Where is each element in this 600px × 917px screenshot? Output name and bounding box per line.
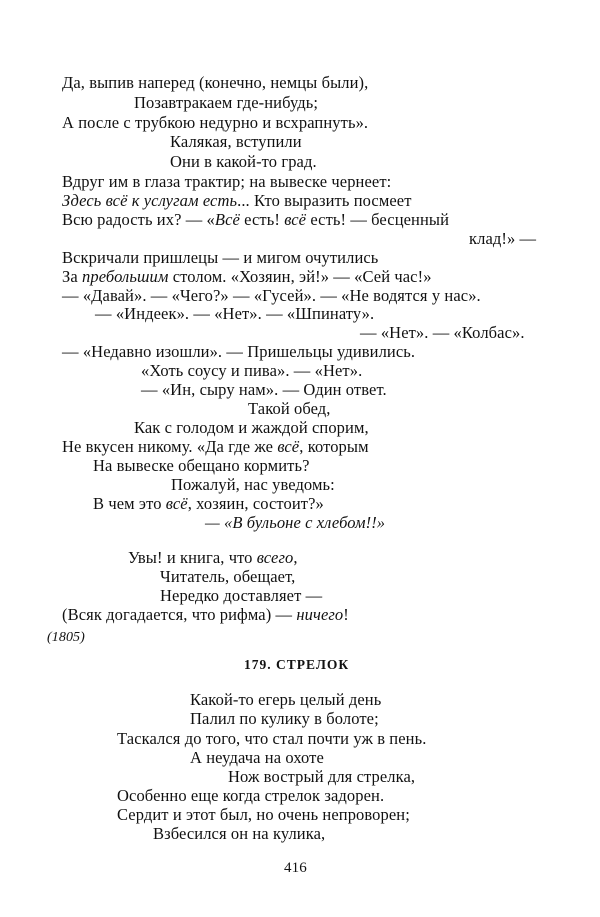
emphasis-text: всё (165, 494, 188, 513)
emphasis-text: всего (256, 548, 294, 567)
verse-line (248, 399, 331, 419)
verse-line (205, 513, 385, 533)
verse-text: Увы! и книга, что (128, 548, 257, 567)
verse-line (62, 113, 368, 133)
verse-text: есть! — бесценный (306, 210, 450, 229)
emphasis-text: Всё (214, 210, 240, 229)
verse-text: — «Давай». — «Чего?» — «Гусей». — «Не водятся у нас». (62, 286, 481, 305)
verse-text: — «Нет». — «Колбас». (360, 323, 525, 342)
verse-line (117, 786, 384, 806)
verse-text: — «Недавно изошли». — Пришельцы удивились. (62, 342, 416, 361)
verse-line (228, 767, 415, 787)
verse-line (62, 342, 415, 362)
verse-line (469, 229, 536, 249)
verse-line (62, 605, 349, 625)
verse-line (360, 323, 525, 343)
verse-text: Да, выпив наперед (конечно, немцы были), (62, 73, 369, 92)
verse-text: На вывеске обещано кормить? (93, 456, 310, 475)
verse-text: — «В бульоне с хлебом!!» (205, 513, 386, 532)
verse-text: ! (343, 605, 349, 624)
verse-line (62, 248, 378, 268)
verse-text: Они в какой-то град. (170, 152, 317, 171)
verse-line (62, 437, 369, 457)
verse-line (190, 690, 381, 710)
verse-text: есть! (239, 210, 285, 229)
verse-text: ... Кто выразить посмеет (237, 191, 412, 210)
verse-text: Как с голодом и жаждой спорим, (134, 418, 369, 437)
emphasis-text: всё (277, 437, 300, 456)
verse-line (170, 152, 317, 172)
verse-text: Сердит и этот был, но очень непроворен; (117, 805, 410, 824)
verse-line (170, 132, 302, 152)
verse-line (62, 73, 368, 93)
verse-line (134, 418, 369, 438)
verse-text: Позавтракаем где-нибудь; (134, 93, 319, 112)
verse-line (134, 93, 318, 113)
emphasis-text: ничего (296, 605, 344, 624)
verse-text: За (62, 267, 83, 286)
emphasis-text: всё (284, 210, 307, 229)
verse-line (93, 456, 310, 476)
verse-text: (Всяк догадается, что рифма) — (62, 605, 297, 624)
verse-line (128, 548, 298, 568)
verse-line (93, 494, 324, 514)
verse-text: Пожалуй, нас уведомь: (171, 475, 335, 494)
verse-line (62, 286, 481, 306)
verse-line (160, 567, 295, 587)
verse-text: Нож вострый для стрелка, (228, 767, 416, 786)
verse-text: Таскался до того, что стал почти уж в пень. (117, 729, 427, 748)
verse-text: А неудача на охоте (190, 748, 324, 767)
verse-line (62, 191, 412, 211)
verse-line (160, 586, 322, 606)
verse-line (190, 709, 379, 729)
verse-text: Нередко доставляет — (160, 586, 323, 605)
verse-line (117, 805, 410, 825)
verse-text: Вскричали пришлецы — и мигом очутились (62, 248, 379, 267)
verse-text: В чем это (93, 494, 166, 513)
verse-text: Всю радость их? — « (62, 210, 215, 229)
verse-line (141, 380, 387, 400)
verse-text: «Хоть соусу и пива». — «Нет». (141, 361, 363, 380)
verse-text: Калякая, вступили (170, 132, 302, 151)
verse-text: — «Индеек». — «Нет». — «Шпинату». (95, 304, 375, 323)
poem-date: (1805) (47, 630, 85, 645)
verse-line (153, 824, 325, 844)
page-number: 416 (284, 860, 307, 876)
verse-line (141, 361, 362, 381)
verse-text: Палил по кулику в болоте; (190, 709, 379, 728)
verse-text: столом. «Хозяин, эй!» — «Сей час!» (168, 267, 432, 286)
verse-text: А после с трубкою недурно и всхрапнуть». (62, 113, 369, 132)
verse-line (62, 267, 432, 287)
verse-text: Вдруг им в глаза трактир; на вывеске чернеет: (62, 172, 392, 191)
verse-text: Не вкусен никому. «Да где же (62, 437, 278, 456)
verse-text: , хозяин, состоит?» (187, 494, 324, 513)
verse-line (171, 475, 335, 495)
verse-line (62, 172, 391, 192)
verse-text: Особенно еще когда стрелок задорен. (117, 786, 385, 805)
verse-text: , (293, 548, 298, 567)
verse-text: Какой-то егерь целый день (190, 690, 382, 709)
verse-text: Такой обед, (248, 399, 331, 418)
verse-line (190, 748, 324, 768)
sign-text-italic: Здесь всё к услугам есть (62, 191, 238, 210)
verse-text: — «Ин, сыру нам». — Один ответ. (141, 380, 387, 399)
poem-heading: 179. СТРЕЛОК (244, 657, 350, 672)
verse-line (62, 210, 449, 230)
verse-line (95, 304, 374, 324)
verse-text: Взбесился он на кулика, (153, 824, 326, 843)
verse-text: , которым (299, 437, 369, 456)
verse-line (117, 729, 426, 749)
verse-text: Читатель, обещает, (160, 567, 296, 586)
emphasis-text: пребольшим (82, 267, 169, 286)
verse-text: клад!» — (469, 229, 537, 248)
